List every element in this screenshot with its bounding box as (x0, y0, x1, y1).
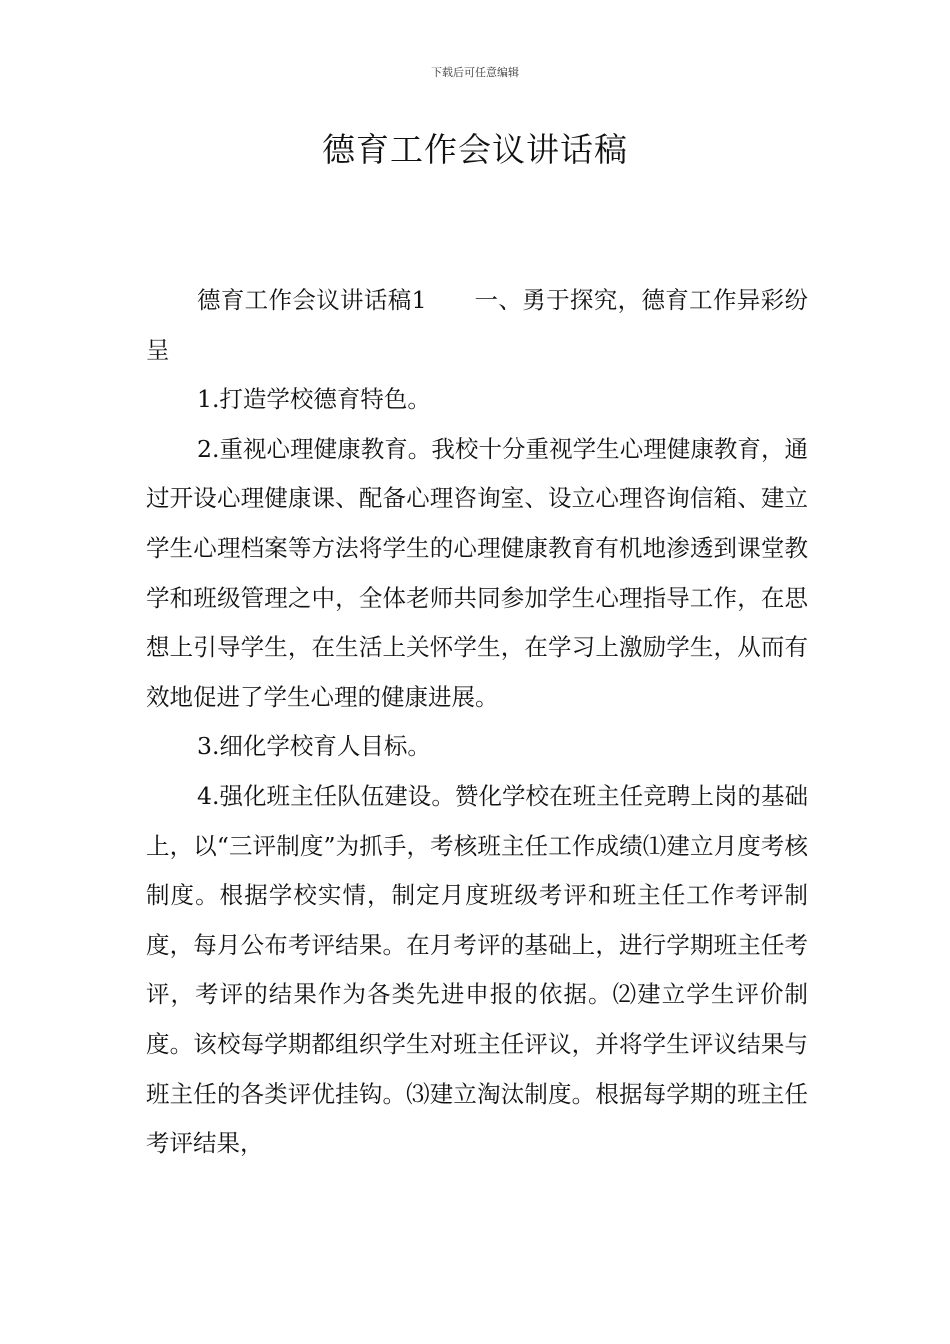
paragraph-item-4: 4.强化班主任队伍建设。赞化学校在班主任竞聘上岗的基础上，以“三评制度”为抓手，考核班主任工作成绩⑴建立月度考核制度。根据学校实情，制定月度班级考评和班主任工作考评制度，每月公布考评结果。在月考评的基础上，进行学期班主任考评，考评的结果作为各类先进申报的依据。⑵建立学生评价制度。该校每学期都组织学生对班主任评议，并将学生评议结果与班主任的各类评优挂钩。⑶建立淘汰制度。根据每学期的班主任考评结果， (146, 781, 808, 1158)
paragraph-intro: 德育工作会议讲话稿1 一、勇于探究，德育工作异彩纷呈 (146, 286, 808, 364)
document-title: 德育工作会议讲话稿 (322, 130, 628, 169)
paragraph-item-2: 2.重视心理健康教育。我校十分重视学生心理健康教育，通过开设心理健康课、配备心理咨询室、设立心理咨询信箱、建立学生心理档案等方法将学生的心理健康教育有机地渗透到课堂教学和班级管理之中，全体老师共同参加学生心理指导工作，在思想上引导学生，在生活上关怀学生，在学习上激励学生，从而有效地促进了学生心理的健康进展。 (146, 434, 808, 711)
paragraph-item-3: 3.细化学校育人目标。 (197, 732, 431, 761)
page-header-note: 下载后可任意编辑 (431, 66, 519, 79)
document-body (146, 276, 808, 1169)
paragraph-item-1: 1.打造学校德育特色。 (197, 385, 431, 414)
